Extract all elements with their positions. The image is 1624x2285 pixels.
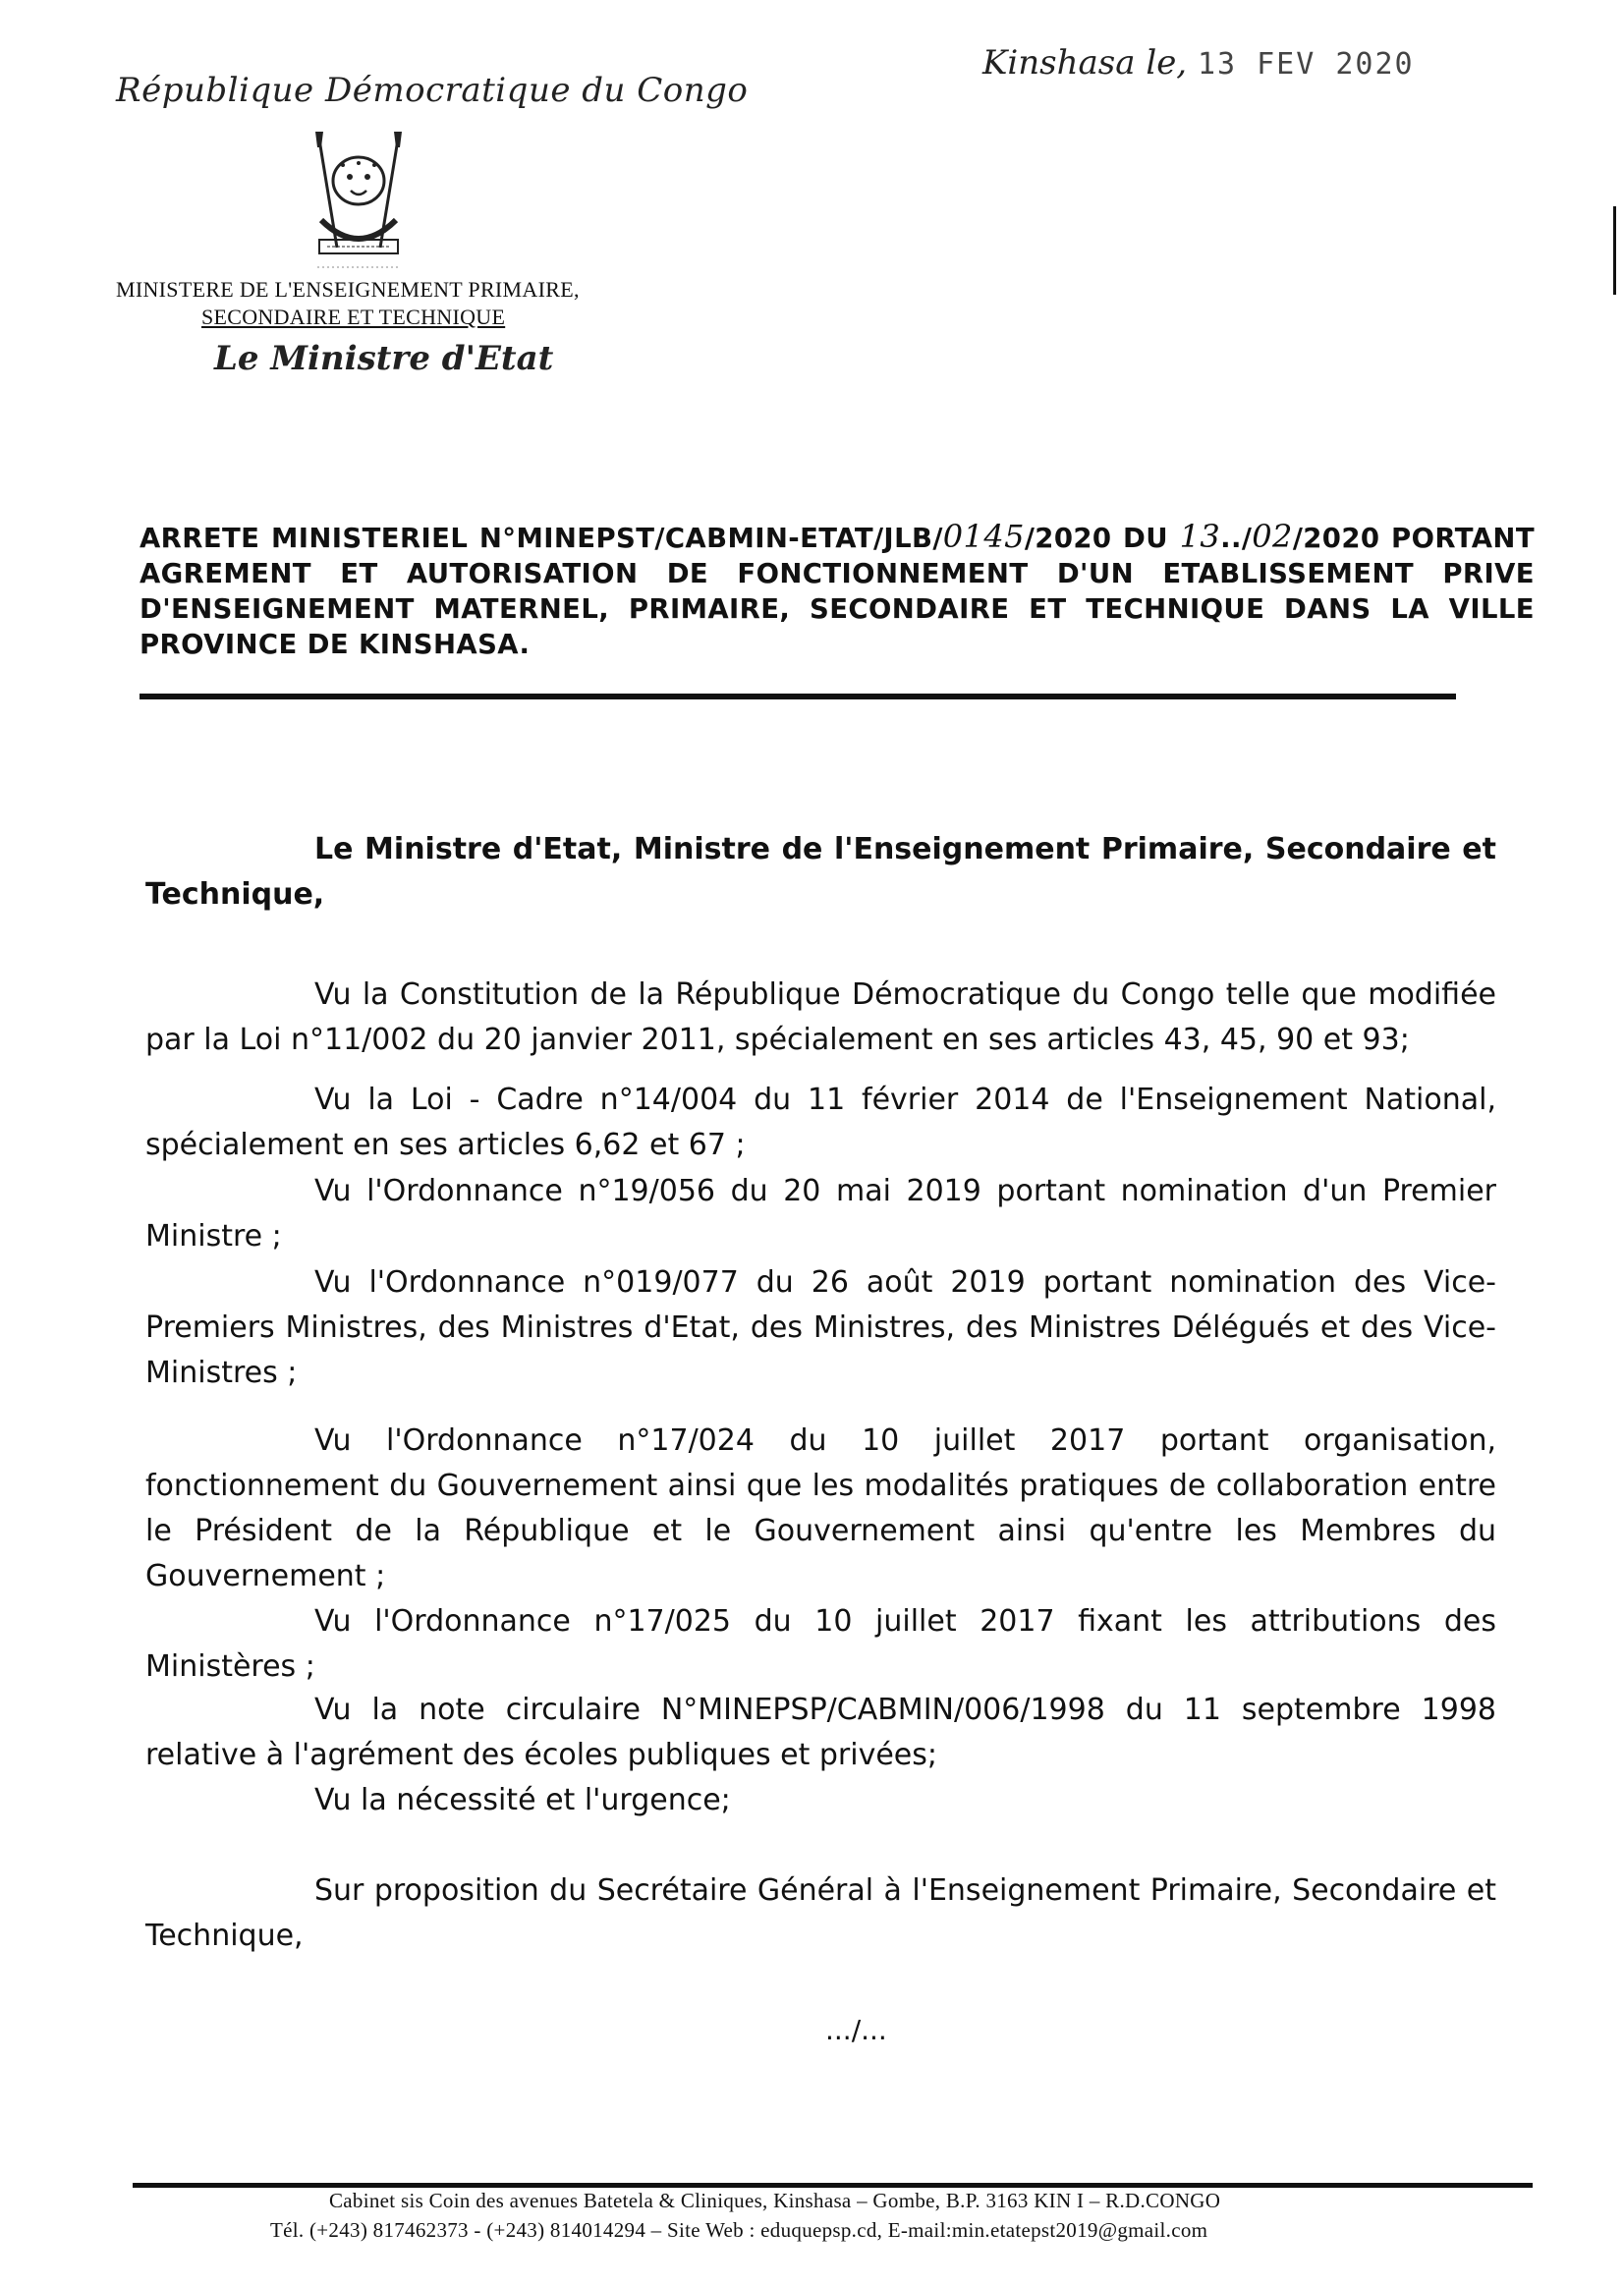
decree-ref-prefix: ARRETE MINISTERIEL N°MINEPST/CABMIN-ETAT/JLB/ bbox=[140, 523, 943, 554]
consideration-6: Vu l'Ordonnance n°17/025 du 10 juillet 2017 fixant les attributions des Ministères ; bbox=[145, 1604, 1496, 1684]
consideration-4: Vu l'Ordonnance n°019/077 du 26 août 2019 portant nomination des Vice-Premiers Ministres, des Ministres d'Etat, des Ministres, des Ministres Délégués et des Vice-Ministres ; bbox=[145, 1265, 1496, 1390]
decree-ref-end: /2020 bbox=[1292, 523, 1380, 554]
decree-ref-sep: ../ bbox=[1220, 523, 1253, 554]
footer-divider bbox=[133, 2183, 1533, 2188]
consideration-8: Vu la nécessité et l'urgence; bbox=[314, 1783, 731, 1817]
footer-contacts: Tél. (+243) 817462373 - (+243) 814014294 – Site Web : eduquepsp.cd, E-mail:min.etatepst2019@gmail.com bbox=[270, 2218, 1208, 2242]
decree-title bbox=[140, 519, 1535, 662]
ministry-name-line1: MINISTERE DE L'ENSEIGNEMENT PRIMAIRE, bbox=[116, 277, 580, 302]
republic-heading: République Démocratique du Congo bbox=[116, 71, 749, 110]
minister-title: Le Ministre d'Etat bbox=[214, 339, 554, 378]
decree-intro: Le Ministre d'Etat, Ministre de l'Enseignement Primaire, Secondaire et Technique, bbox=[145, 832, 1496, 912]
consideration-3: Vu l'Ordonnance n°19/056 du 20 mai 2019 portant nomination d'un Premier Ministre ; bbox=[145, 1174, 1496, 1254]
consideration-5: Vu l'Ordonnance n°17/024 du 10 juillet 2017 portant organisation, fonctionnement du Gouvernement ainsi que les modalités pratiques de collaboration entre le Président de la République et le Gouvernement ainsi qu'entre les Membres du Gouvernement ; bbox=[145, 1423, 1496, 1593]
proposal: Sur proposition du Secrétaire Général à l'Enseignement Primaire, Secondaire et Technique, bbox=[145, 1873, 1496, 1953]
decree-ref-month: 02 bbox=[1252, 518, 1293, 555]
decree-ref-day: 13 bbox=[1179, 518, 1221, 555]
place-date bbox=[982, 43, 1415, 83]
consideration-1: Vu la Constitution de la République Démocratique du Congo telle que modifiée par la Loi n°11/002 du 20 janvier 2011, spécialement en ses articles 43, 45, 90 et 93; bbox=[145, 977, 1496, 1057]
continuation-mark: .../... bbox=[825, 2014, 887, 2046]
footer-address: Cabinet sis Coin des avenues Batetela & Cliniques, Kinshasa – Gombe, B.P. 3163 KIN I – R.D.CONGO bbox=[329, 2189, 1221, 2212]
consideration-7: Vu la note circulaire N°MINEPSP/CABMIN/006/1998 du 11 septembre 1998 relative à l'agrément des écoles publiques et privées; bbox=[145, 1693, 1496, 1772]
ministry-name-line2: SECONDAIRE ET TECHNIQUE bbox=[201, 305, 506, 329]
coat-of-arms-icon bbox=[300, 130, 418, 277]
date-stamp: 13 FEV 2020 bbox=[1197, 47, 1415, 82]
decree-ref-year: /2020 DU bbox=[1024, 523, 1180, 554]
margin-mark bbox=[1613, 206, 1616, 295]
place-date-prefix: Kinshasa le, bbox=[982, 43, 1188, 83]
decree-ref-number: 0145 bbox=[942, 518, 1025, 555]
consideration-2: Vu la Loi - Cadre n°14/004 du 11 février 2014 de l'Enseignement National, spécialement en ses articles 6,62 et 67 ; bbox=[145, 1083, 1496, 1162]
title-divider bbox=[140, 694, 1456, 699]
decree-subject: PORTANT AGREMENT ET AUTORISATION DE FONCTIONNEMENT D'UN ETABLISSEMENT PRIVE D'ENSEIGNEMENT MATERNEL, PRIMAIRE, SECONDAIRE ET TECHNIQUE DANS LA VILLE PROVINCE DE KINSHASA. bbox=[140, 523, 1535, 660]
